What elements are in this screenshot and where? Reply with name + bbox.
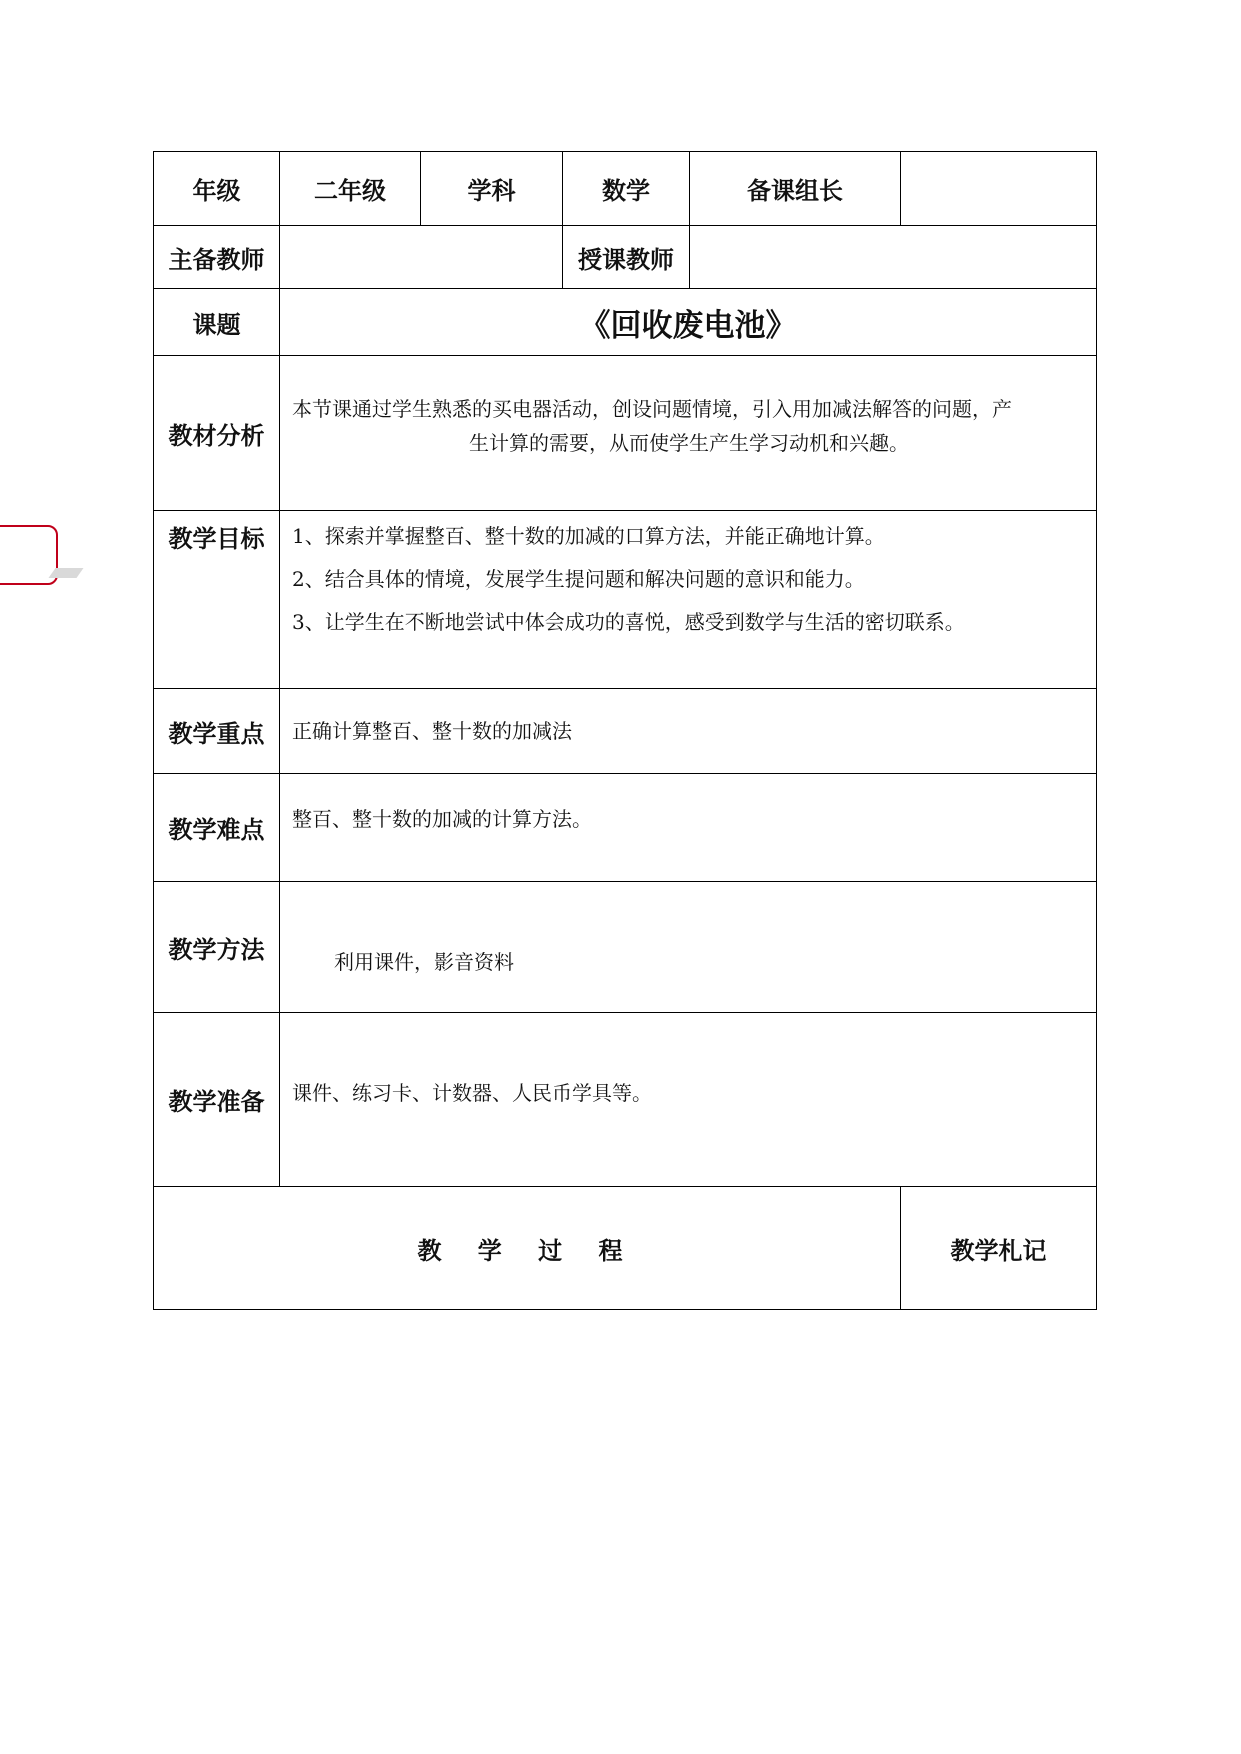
analysis-content[interactable]	[280, 356, 1097, 511]
objective-item: 1、探索并掌握整百、整十数的加减的口算方法，并能正确地计算。	[292, 524, 885, 548]
notes-label: 教学札记	[901, 1187, 1097, 1310]
lesson-plan-table	[153, 151, 1097, 1310]
topic-label: 课题	[154, 289, 280, 356]
header-row	[154, 152, 1097, 226]
difficulties-content[interactable]	[280, 774, 1097, 882]
difficulties-label: 教学难点	[154, 774, 280, 882]
methods-label: 教学方法	[154, 882, 280, 1013]
lecturer-label: 授课教师	[563, 226, 690, 289]
main-teacher-value[interactable]	[280, 226, 563, 289]
topic-row	[154, 289, 1097, 356]
group-leader-label: 备课组长	[690, 152, 901, 226]
objectives-row	[154, 511, 1097, 689]
group-leader-value[interactable]	[901, 152, 1097, 226]
preparation-text: 课件、练习卡、计数器、人民币学具等。	[292, 1080, 652, 1105]
key-points-label: 教学重点	[154, 689, 280, 774]
analysis-line-2: 生计算的需要，从而使学生产生学习动机和兴趣。	[469, 431, 909, 455]
grade-label: 年级	[154, 152, 280, 226]
objectives-label: 教学目标	[154, 511, 280, 689]
teachers-row	[154, 226, 1097, 289]
preparation-content[interactable]	[280, 1013, 1097, 1187]
process-row	[154, 1187, 1097, 1310]
process-label: 教 学 过 程	[154, 1187, 901, 1310]
comment-marker-shadow	[48, 568, 83, 578]
methods-content[interactable]	[280, 882, 1097, 1013]
subject-value[interactable]: 数学	[563, 152, 690, 226]
preparation-label: 教学准备	[154, 1013, 280, 1187]
main-teacher-label: 主备教师	[154, 226, 280, 289]
analysis-row	[154, 356, 1097, 511]
analysis-line-1: 本节课通过学生熟悉的买电器活动，创设问题情境，引入用加减法解答的问题，产	[292, 397, 1012, 421]
methods-text: 利用课件，影音资料	[334, 950, 514, 974]
grade-value[interactable]: 二年级	[280, 152, 421, 226]
objectives-content[interactable]	[280, 511, 1097, 689]
topic-title[interactable]: 《回收废电池》	[280, 289, 1097, 356]
difficulties-text: 整百、整十数的加减的计算方法。	[292, 806, 592, 831]
objective-item: 3、让学生在不断地尝试中体会成功的喜悦，感受到数学与生活的密切联系。	[292, 610, 965, 634]
subject-label: 学科	[421, 152, 563, 226]
methods-row	[154, 882, 1097, 1013]
objective-item: 2、结合具体的情境，发展学生提问题和解决问题的意识和能力。	[292, 567, 865, 591]
difficulties-row	[154, 774, 1097, 882]
analysis-label: 教材分析	[154, 356, 280, 511]
key-points-row	[154, 689, 1097, 774]
key-points-content[interactable]: 正确计算整百、整十数的加减法	[280, 689, 1097, 774]
lecturer-value[interactable]	[690, 226, 1097, 289]
preparation-row	[154, 1013, 1097, 1187]
